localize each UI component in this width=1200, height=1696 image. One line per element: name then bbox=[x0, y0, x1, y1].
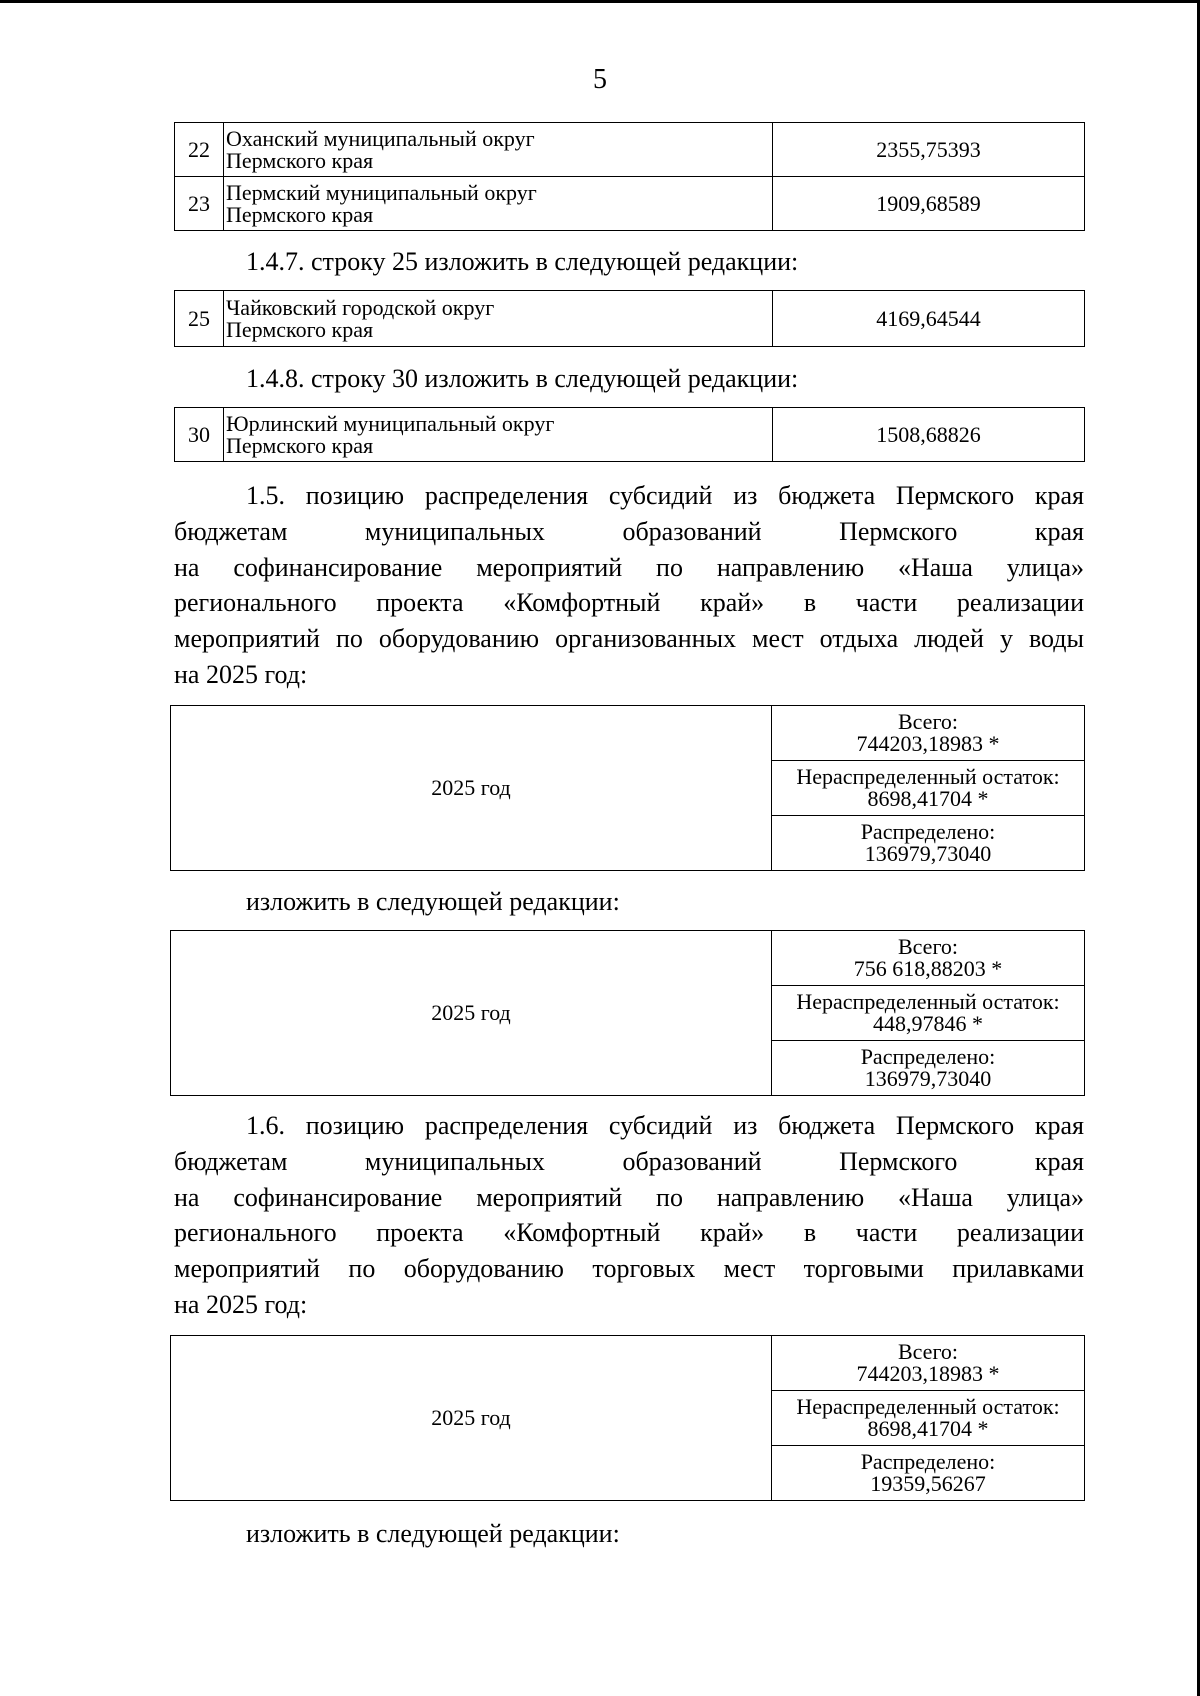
paragraph-1-5: 1.5. позицию распределения субсидий из бюджета Пермского края бюджетам муниципальных образований Пермского края на софинансирование мероприятий по направлению «Наша улица» регионального проекта «Комфортный край» в части реализации мероприятий по оборудованию организованных мест отдыха людей у воды на 2025 год: bbox=[174, 481, 1084, 689]
page-number: 5 bbox=[593, 64, 607, 95]
amount-value: 4169,64544 bbox=[773, 291, 1085, 347]
distributed-cell: Распределено: 136979,73040 bbox=[772, 816, 1085, 871]
restate-line: изложить в следующей редакции: bbox=[246, 1519, 620, 1548]
page-border bbox=[0, 0, 1200, 3]
subsidy-table-old bbox=[170, 1335, 1085, 1501]
table-row bbox=[171, 1336, 1085, 1391]
subsidy-table-new bbox=[170, 930, 1085, 1096]
distributed-cell: Распределено: 19359,56267 bbox=[772, 1446, 1085, 1501]
total-cell: Всего: 744203,18983 * bbox=[772, 1336, 1085, 1391]
remainder-cell: Нераспределенный остаток: 448,97846 * bbox=[772, 986, 1085, 1041]
table-row bbox=[171, 931, 1085, 986]
table-row bbox=[175, 408, 1085, 462]
row-number: 23 bbox=[175, 177, 224, 231]
table-row bbox=[171, 706, 1085, 761]
row-number: 30 bbox=[175, 408, 224, 462]
paragraph-1-6: 1.6. позицию распределения субсидий из бюджета Пермского края бюджетам муниципальных образований Пермского края на софинансирование мероприятий по направлению «Наша улица» регионального проекта «Комфортный край» в части реализации мероприятий по оборудованию торговых мест торговыми прилавками на 2025 год: bbox=[174, 1111, 1084, 1319]
municipality-name: Юрлинский муниципальный округ Пермского края bbox=[224, 408, 773, 462]
year-cell: 2025 год bbox=[171, 1336, 772, 1501]
distributed-cell: Распределено: 136979,73040 bbox=[772, 1041, 1085, 1096]
municipality-name: Оханский муниципальный округ Пермского края bbox=[224, 123, 773, 177]
item-1-4-8: 1.4.8. строку 30 изложить в следующей редакции: bbox=[246, 364, 799, 393]
municipality-table bbox=[174, 122, 1085, 231]
municipality-name: Пермский муниципальный округ Пермского края bbox=[224, 177, 773, 231]
row-number: 22 bbox=[175, 123, 224, 177]
subsidy-table-old bbox=[170, 705, 1085, 871]
row-number: 25 bbox=[175, 291, 224, 347]
remainder-cell: Нераспределенный остаток: 8698,41704 * bbox=[772, 1391, 1085, 1446]
amount-value: 1909,68589 bbox=[773, 177, 1085, 231]
total-cell: Всего: 744203,18983 * bbox=[772, 706, 1085, 761]
total-cell: Всего: 756 618,88203 * bbox=[772, 931, 1085, 986]
amount-value: 2355,75393 bbox=[773, 123, 1085, 177]
municipality-name: Чайковский городской округ Пермского края bbox=[224, 291, 773, 347]
year-cell: 2025 год bbox=[171, 931, 772, 1096]
year-cell: 2025 год bbox=[171, 706, 772, 871]
amount-value: 1508,68826 bbox=[773, 408, 1085, 462]
table-row bbox=[175, 123, 1085, 177]
restate-line: изложить в следующей редакции: bbox=[246, 887, 620, 916]
municipality-table bbox=[174, 290, 1085, 347]
table-row bbox=[175, 177, 1085, 231]
municipality-table bbox=[174, 407, 1085, 462]
table-row bbox=[175, 291, 1085, 347]
remainder-cell: Нераспределенный остаток: 8698,41704 * bbox=[772, 761, 1085, 816]
item-1-4-7: 1.4.7. строку 25 изложить в следующей редакции: bbox=[246, 247, 799, 276]
